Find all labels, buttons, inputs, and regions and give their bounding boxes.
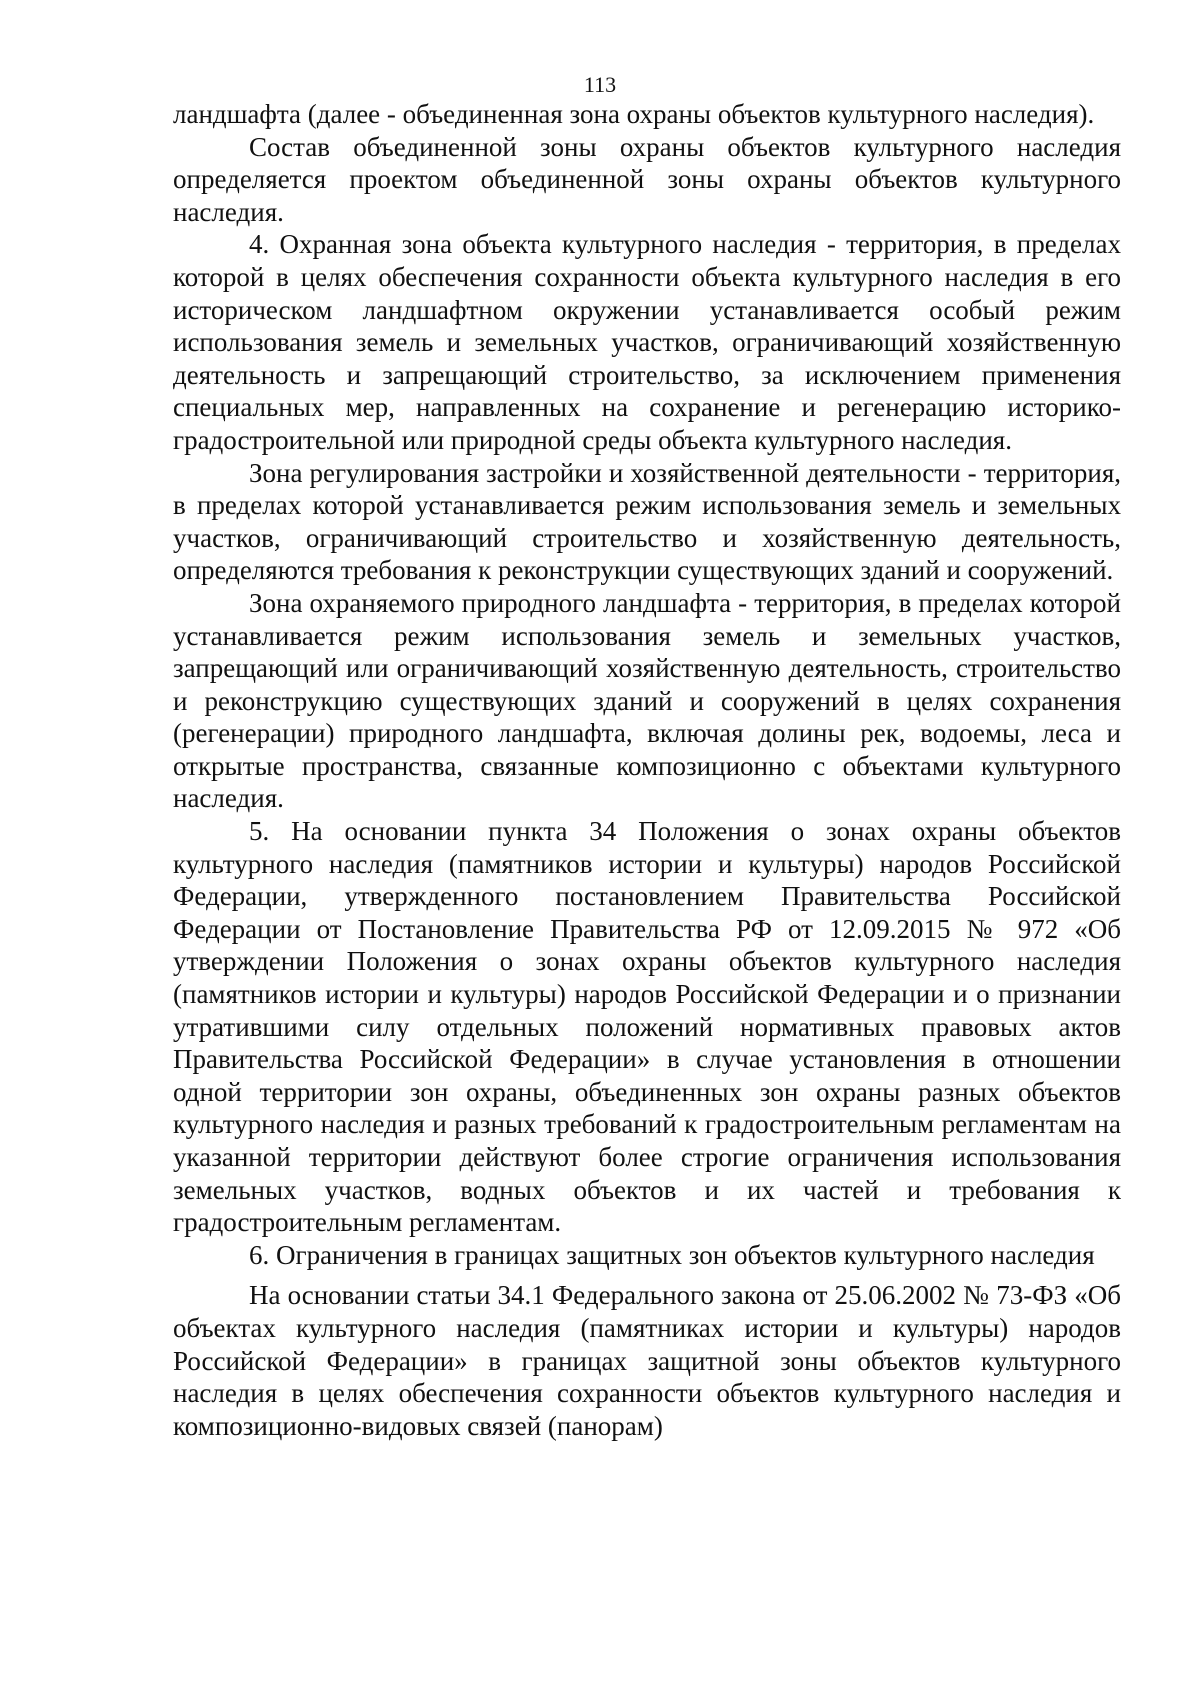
paragraph-landscape-zone: Зона охраняемого природного ландшафта - территория, в пределах которой устанавливается режим использования земель и земельных участков, запрещающий или ограничивающий хозяйственную деятельность, строительство и реконструкцию существующих зданий и сооружений в целях сохранения (регенерации) природного ландшафта, включая долины рек, водоемы, леса и открытые пространства, связанные композиционно с объектами культурного наследия. [173,587,1121,814]
paragraph-item-6-heading: 6. Ограничения в границах защитных зон объектов культурного наследия [249,1239,1095,1270]
paragraph-continuation: ландшафта (далее - объединенная зона охраны объектов культурного наследия). [173,99,1095,129]
paragraph-composition: Состав объединенной зоны охраны объектов культурного наследия определяется проектом объединенной зоны охраны объектов культурного наследия. [173,131,1121,227]
paragraph-regulation-zone: Зона регулирования застройки и хозяйственной деятельности - территория, в пределах которой устанавливается режим использования земель и земельных участков, ограничивающий строительство и хозяйственную деятельность, определяются требования к реконструкции существующих зданий и сооружений. [173,457,1121,586]
page-number: 113 [583,72,617,97]
paragraph-item-5: 5. На основании пункта 34 Положения о зонах охраны объектов культурного наследия (памятников истории и культуры) народов Российской Федерации, утвержденного постановлением Правительства Российской Федерации от Постановление Правительства РФ от 12.09.2015 № 972 «Об утверждении Положения о зонах охраны объектов культурного наследия (памятников истории и культуры) народов Российской Федерации и о признании утратившими силу отдельных положений нормативных правовых актов Правительства Российской Федерации» в случае установления в отношении одной территории зон охраны, объединенных зон охраны разных объектов культурного наследия и разных требований к градостроительным регламентам на указанной территории действуют более строгие ограничения использования земельных участков, водных объектов и их частей и требования к градостроительным регламентам. [173,816,1121,1238]
paragraph-item-4-protection-zone: 4. Охранная зона объекта культурного наследия - территория, в пределах которой в целях обеспечения сохранности объекта культурного наследия в его историческом ландшафтном окружении устанавливается особый режим использования земель и земельных участков, ограничивающий хозяйственную деятельность и запрещающий строительство, за исключением применения специальных мер, направленных на сохранение и регенерацию историко-градостроительной или природной среды объекта культурного наследия. [173,229,1121,455]
document-body [173,98,1121,1442]
paragraph-article-34-1: На основании статьи 34.1 Федерального закона от 25.06.2002 № 73-ФЗ «Об объектах культурного наследия (памятниках истории и культуры) народов Российской Федерации» в границах защитной зоны объектов культурного наследия в целях обеспечения сохранности объектов культурного наследия и композиционно-видовых связей (панорам) [173,1280,1121,1441]
